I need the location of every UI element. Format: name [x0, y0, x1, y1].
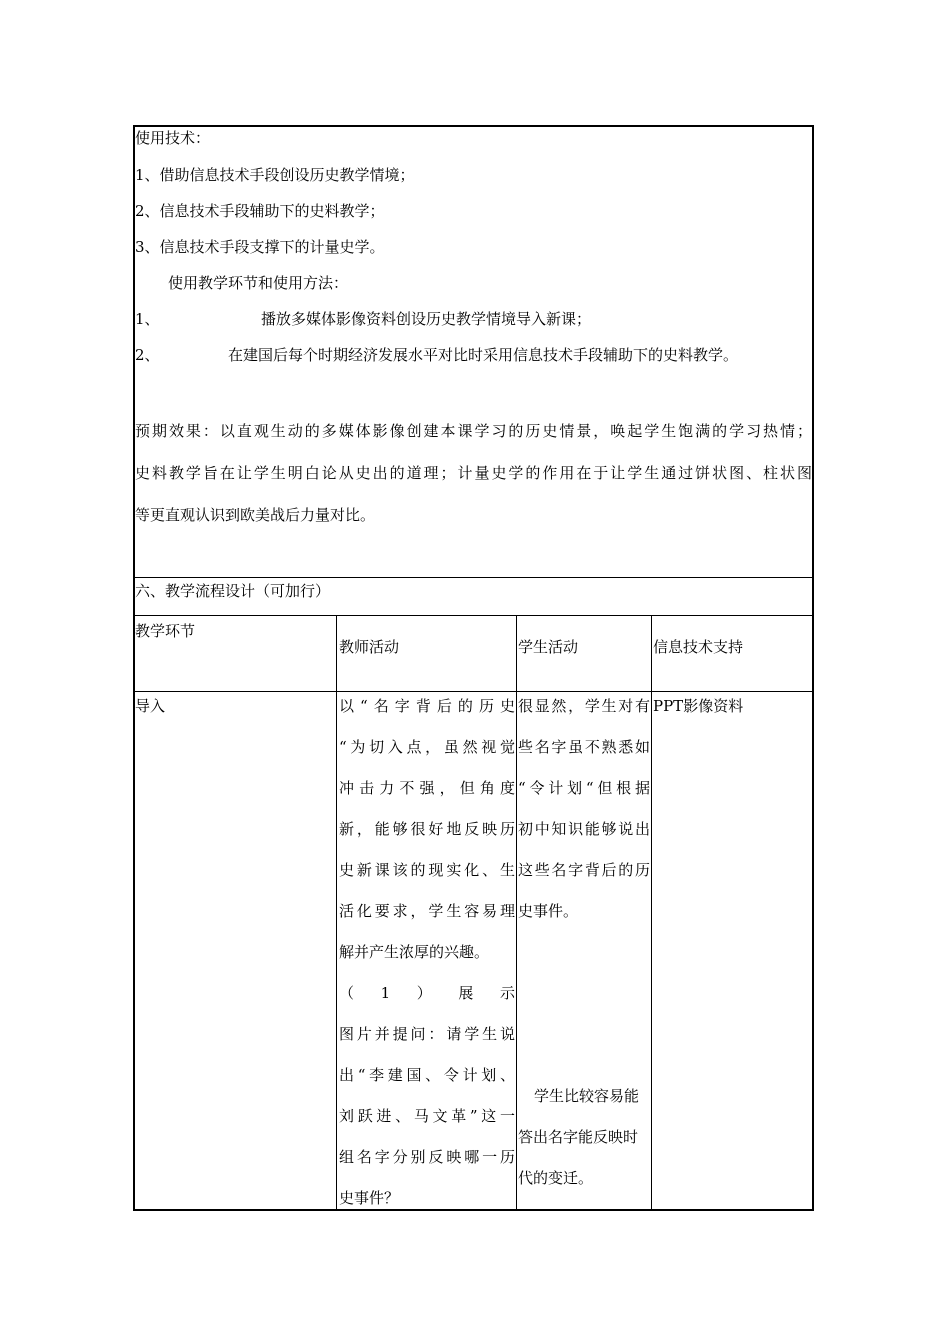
header-stage: 教学环节	[135, 622, 196, 640]
col-divider-3	[651, 615, 652, 1210]
section6-title: 六、教学流程设计（可加行）	[135, 582, 331, 600]
method-item-text: 在建国后每个时期经济发展水平对比时采用信息技术手段辅助下的史料教学。	[228, 346, 739, 364]
method-item-text: 播放多媒体影像资料创设历史教学情境导入新课；	[261, 310, 592, 328]
effect-line: 预期效果：以直观生动的多媒体影像创建本课学习的历史情景，唤起学生饱满的学习热情；	[135, 422, 812, 440]
student-line: 很显然，学生对有	[518, 697, 650, 715]
col-divider-2	[516, 615, 517, 1210]
teacher-line: 史事件？	[339, 1189, 400, 1207]
method-heading: 使用教学环节和使用方法：	[168, 274, 349, 292]
method-item-number: 2、	[135, 346, 160, 364]
student-line: 代的变迁。	[518, 1169, 594, 1187]
teacher-line: “为切入点，虽然视觉	[339, 738, 515, 756]
row-divider-section6	[134, 577, 813, 578]
student-line: 初中知识能够说出	[518, 820, 650, 838]
teacher-line: 以“名字背后的历史	[339, 697, 515, 715]
header-tech: 信息技术支持	[653, 638, 744, 656]
tech-heading: 使用技术：	[135, 129, 211, 147]
teacher-line: 图片并提问：请学生说	[339, 1025, 515, 1043]
stage-cell: 导入	[135, 697, 166, 715]
tech-item: 1、借助信息技术手段创设历史教学情境；	[135, 166, 415, 184]
teacher-line: 组名字分别反映哪一历	[339, 1148, 515, 1166]
tech-item: 2、信息技术手段辅助下的史料教学；	[135, 202, 385, 220]
student-line: 答出名字能反映时	[518, 1128, 639, 1146]
effect-line: 史料教学旨在让学生明白论从史出的道理；计量史学的作用在于让学生通过饼状图、柱状图	[135, 464, 812, 482]
student-line: 些名字虽不熟悉如	[518, 738, 650, 756]
header-student: 学生活动	[518, 638, 579, 656]
row-divider-row1	[134, 691, 813, 692]
teacher-line: 冲击力不强，但角度	[339, 779, 515, 797]
teacher-line: （1）展示	[339, 984, 515, 1002]
teacher-line: 刘跃进、马文革”这一	[339, 1107, 515, 1125]
teacher-line: 新，能够很好地反映历	[339, 820, 515, 838]
teacher-line: 出“李建国、令计划、	[339, 1066, 515, 1084]
teacher-line: 史新课该的现实化、生	[339, 861, 515, 879]
method-item-number: 1、	[135, 310, 160, 328]
tech-support-cell: PPT影像资料	[653, 697, 744, 715]
teacher-line: 解并产生浓厚的兴趣。	[339, 943, 490, 961]
teacher-line: 活化要求，学生容易理	[339, 902, 515, 920]
student-line: “令计划“但根据	[518, 779, 650, 797]
student-line: 这些名字背后的历	[518, 861, 650, 879]
student-line: 史事件。	[518, 902, 579, 920]
tech-item: 3、信息技术手段支撑下的计量史学。	[135, 238, 385, 256]
effect-line: 等更直观认识到欧美战后力量对比。	[135, 506, 376, 524]
header-teacher: 教师活动	[339, 638, 400, 656]
col-divider-1	[336, 615, 337, 1210]
student-line: 学生比较容易能	[534, 1087, 640, 1105]
row-divider-headers	[134, 615, 813, 616]
